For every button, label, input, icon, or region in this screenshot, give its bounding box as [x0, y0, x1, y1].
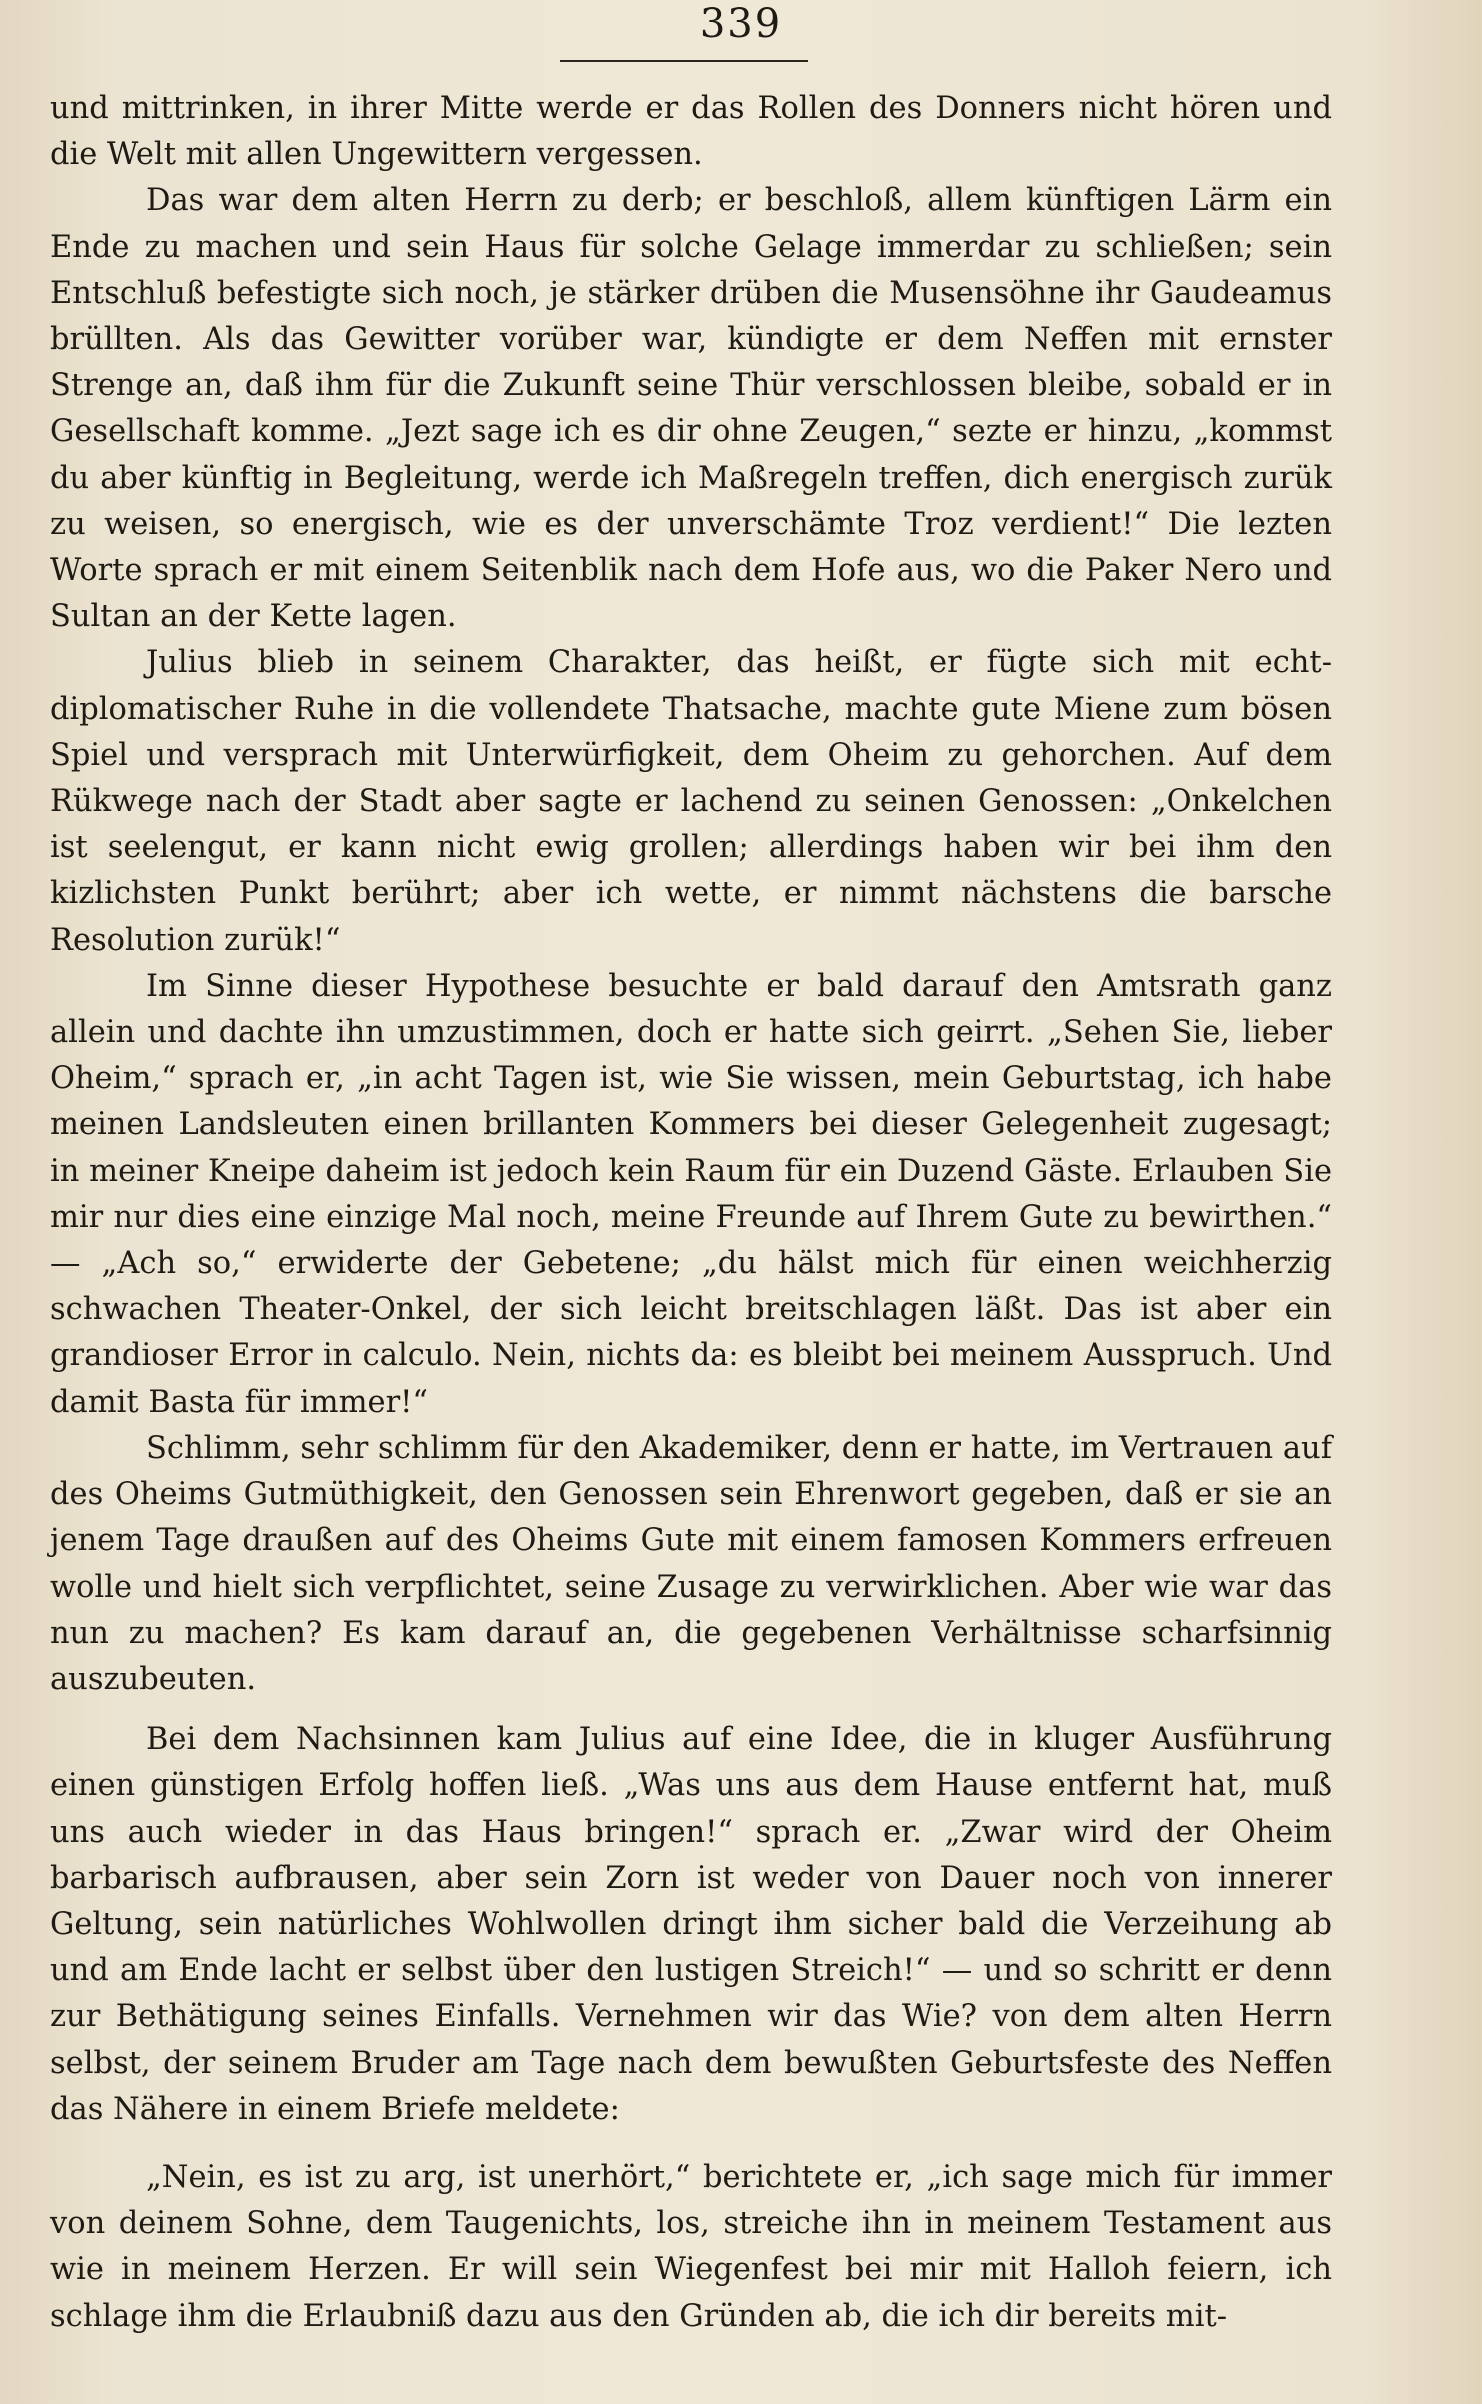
page-number: 339 — [699, 1, 783, 47]
paragraph-1: und mittrinken, in ihrer Mitte werde er das Rollen des Donners nicht hören und die Welt mit allen Ungewittern vergessen. — [50, 91, 1332, 173]
paragraph-2: Das war dem alten Herrn zu derb; er beschloß, allem künftigen Lärm ein Ende zu machen und sein Haus für solche Gelage immerdar zu schließen; sein Entschluß befestigte sich noch, je stärker drüben die Musensöhne ihr Gaudeamus brüllten. Als das Gewitter vorüber war, kündigte er dem Neffen mit ernster Strenge an, daß ihm für die Zukunft seine Thür verschlossen bleibe, sobald er in Gesellschaft komme. „Jezt sage ich es dir ohne Zeugen,“ sezte er hinzu, „kommst du aber künftig in Begleitung, werde ich Maßregeln treffen, dich energisch zurük zu weisen, so energisch, wie es der unverschämte Troz verdient!“ Die lezten Worte sprach er mit einem Seitenblik nach dem Hofe aus, wo die Paker Nero und Sultan an der Kette lagen. — [50, 183, 1332, 635]
paragraph-7: „Nein, es ist zu arg, ist unerhört,“ berichtete er, „ich sage mich für immer von deinem Sohne, dem Taugenichts, los, streiche ihn in meinem Testament aus wie in meinem Herzen. Er will sein Wiegenfest bei mir mit Halloh feiern, ich schlage ihm die Erlaubniß dazu aus den Gründen ab, die ich dir bereits mit- — [50, 2159, 1332, 2334]
body-text — [50, 86, 1332, 2340]
paragraph-5: Schlimm, sehr schlimm für den Akademiker, denn er hatte, im Vertrauen auf des Oheims Gutmüthigkeit, den Genossen sein Ehrenwort gegeben, daß er sie an jenem Tage draußen auf des Oheims Gute mit einem famosen Kommers erfreuen wolle und hielt sich verpflichtet, seine Zusage zu verwirklichen. Aber wie war das nun zu machen? Es kam darauf an, die gegebenen Verhältnisse scharfsinnig auszubeuten. — [50, 1430, 1332, 1697]
paragraph-4: Im Sinne dieser Hypothese besuchte er bald darauf den Amtsrath ganz allein und dachte ihn umzustimmen, doch er hatte sich geirrt. „Sehen Sie, lieber Oheim,“ sprach er, „in acht Tagen ist, wie Sie wissen, mein Geburtstag, ich habe meinen Landsleuten einen brillanten Kommers bei dieser Gelegenheit zugesagt; in meiner Kneipe daheim ist jedoch kein Raum für ein Duzend Gäste. Erlauben Sie mir nur dies eine einzige Mal noch, meine Freunde auf Ihrem Gute zu bewirthen.“ — „Ach so,“ erwiderte der Gebetene; „du hälst mich für einen weichherzig schwachen Theater-Onkel, der sich leicht breitschlagen läßt. Das ist aber ein grandioser Error in calculo. Nein, nichts da: es bleibt bei meinem Ausspruch. Und damit Basta für immer!“ — [50, 968, 1332, 1420]
header-rule — [560, 60, 808, 62]
paragraph-3: Julius blieb in seinem Charakter, das heißt, er fügte sich mit echt-diplomatischer Ruhe in die vollendete Thatsache, machte gute Miene zum bösen Spiel und versprach mit Unterwürfigkeit, dem Oheim zu gehorchen. Auf dem Rükwege nach der Stadt aber sagte er lachend zu seinen Genossen: „Onkelchen ist seelengut, er kann nicht ewig grollen; allerdings haben wir bei ihm den kizlichsten Punkt berührt; aber ich wette, er nimmt nächstens die barsche Resolution zurük!“ — [50, 645, 1332, 958]
paragraph-6: Bei dem Nachsinnen kam Julius auf eine Idee, die in kluger Ausführung einen günstigen Erfolg hoffen ließ. „Was uns aus dem Hause entfernt hat, muß uns auch wieder in das Haus bringen!“ sprach er. „Zwar wird der Oheim barbarisch aufbrausen, aber sein Zorn ist weder von Dauer noch von innerer Geltung, sein natürliches Wohlwollen dringt ihm sicher bald die Verzeihung ab und am Ende lacht er selbst über den lustigen Streich!“ — und so schritt er denn zur Bethätigung seines Einfalls. Vernehmen wir das Wie? von dem alten Herrn selbst, der seinem Bruder am Tage nach dem bewußten Geburtsfeste des Neffen das Nähere in einem Briefe meldete: — [50, 1722, 1332, 2127]
